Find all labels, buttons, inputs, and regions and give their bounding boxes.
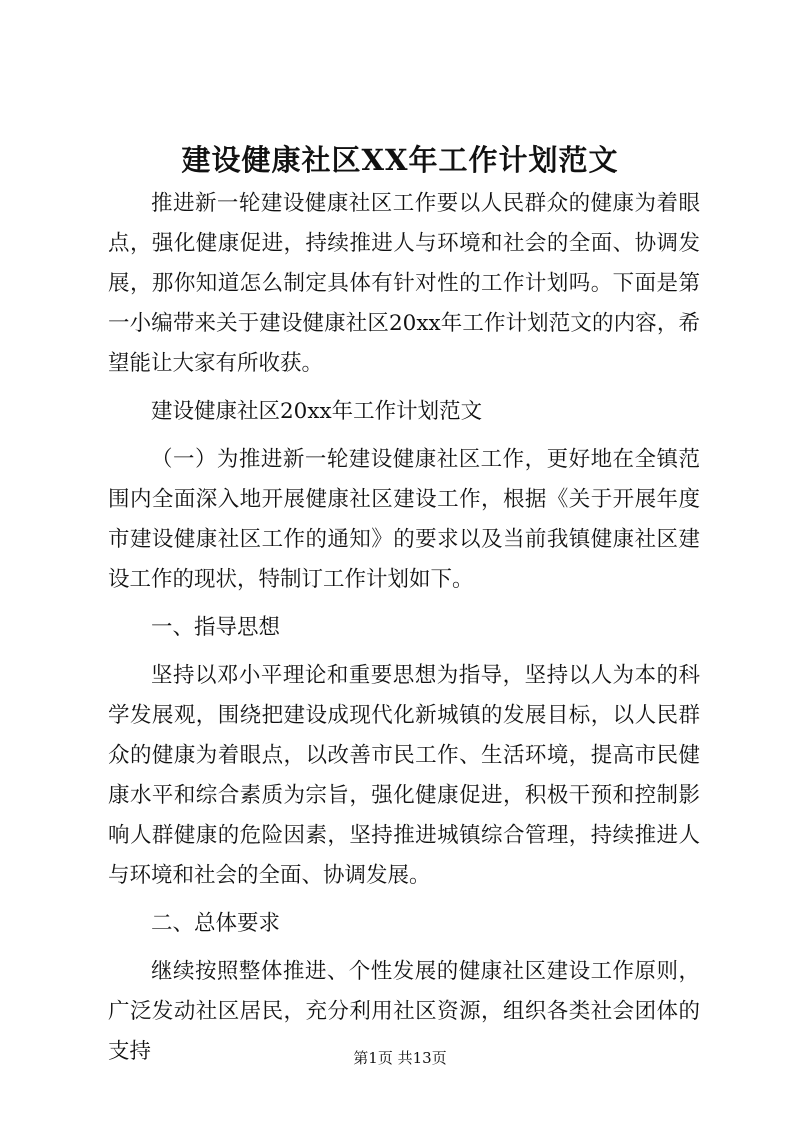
section-intro-paragraph: （一）为推进新一轮建设健康社区工作，更好地在全镇范围内全面深入地开展健康社区建设工作，根据《关于开展年度市建设健康社区工作的通知》的要求以及当前我镇健康社区建设工作的现状，特制订工作计划如下。 xyxy=(108,447,700,592)
guiding-ideology-paragraph: 坚持以邓小平理论和重要思想为指导，坚持以人为本的科学发展观，围绕把建设成现代化新城镇的发展目标，以人民群众的健康为着眼点，以改善市民工作、生活环境，提高市民健康水平和综合素质为宗旨，强化健康促进，积极干预和控制影响人群健康的危险因素，坚持推进城镇综合管理，持续推进人与环境和社会的全面、协调发展。 xyxy=(108,663,700,888)
subtitle-paragraph: 建设健康社区20xx年工作计划范文 xyxy=(151,399,483,424)
section-heading-overall-requirements: 二、总体要求 xyxy=(151,911,281,936)
document-title: 建设健康社区XX年工作计划范文 xyxy=(181,143,619,177)
intro-paragraph: 推进新一轮建设健康社区工作要以人民群众的健康为着眼点，强化健康促进，持续推进人与环境和社会的全面、协调发展，那你知道怎么制定具体有针对性的工作计划吗。下面是第一小编带来关于建设健康社区20xx年工作计划范文的内容，希望能让大家有所收获。 xyxy=(108,191,700,376)
overall-requirements-paragraph: 继续按照整体推进、个性发展的健康社区建设工作原则，广泛发动社区居民，充分利用社区资源，组织各类社会团体的支持 xyxy=(108,959,700,1064)
section-heading-guiding-ideology: 一、指导思想 xyxy=(151,615,281,640)
document-body xyxy=(108,184,700,1080)
page-footer: 第1页 共13页 xyxy=(353,1049,447,1067)
